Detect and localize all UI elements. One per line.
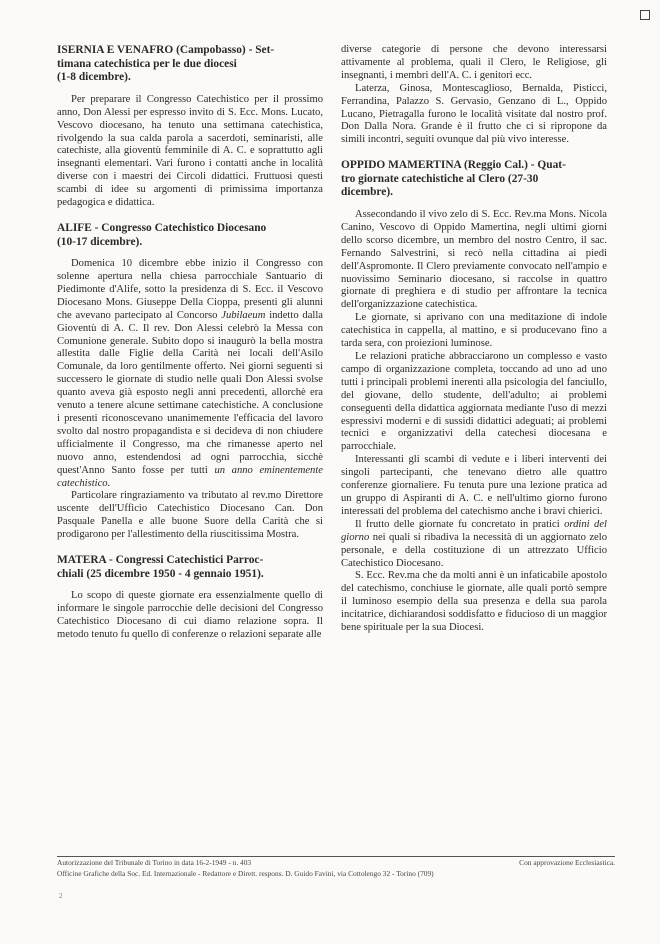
title-line: (1-8 dicembre). (57, 71, 131, 84)
section-title-alife (57, 222, 323, 249)
paragraph: Interessanti gli scambi di vedute e i liberi interventi dei singoli partecipanti, che tenevano dietro alle quattro conferenze giornaliere. Fu tenuta pure una lezione pratica ad un gruppo di Aspiranti di A. C. e nell'ultimo giorno furono interessati del problema del catechismo anche i bravi chierici. (341, 454, 607, 517)
footer-printer: Officine Grafiche della Soc. Ed. Internazionale - Redattore e Dirett. respons. D. Guido Favini, via Cottolengo 32 - Torino (709) (57, 869, 434, 878)
title-line: chiali (25 dicembre 1950 - 4 gennaio 1951). (57, 567, 264, 580)
footer-line-1 (57, 858, 615, 868)
paragraph: Lo scopo di queste giornate era essenzialmente quello di informare le singole parrocchie delle decisioni del Congresso Catechistico Diocesano di cui diamo relazione sopra. Il metodo tenuto fu quello di conferenze o relazioni separate alle (57, 590, 323, 640)
section-title-matera (57, 554, 323, 581)
paragraph: Per preparare il Congresso Catechistico per il prossimo anno, Don Alessi per espresso invito di S. Ecc. Mons. Lucato, Vescovo diocesano, ha tenuto una settimana catechistica, rivolgendo la sua calda parola a sacerdoti, seminaristi, alle catechiste, alla gioventù femminile di A. C. e soprattutto agli insegnanti elementari. Vari furono i contatti anche in località diverse con i maestri dei Circoli didattici. Fruttuosi questi scambi di idee su argomenti di primissima importanza pedagogica e didattica. (57, 93, 323, 209)
title-line: dicembre). (341, 186, 393, 199)
text-run: nei quali si ribadiva la necessità di un aggiornato zelo personale, e della costituzione di un attrezzato Ufficio Catechistico Diocesano. (341, 531, 607, 569)
paragraph: Assecondando il vivo zelo di S. Ecc. Rev.ma Mons. Nicola Canino, Vescovo di Oppido Mamertina, negli ultimi giorni dello scorso dicembre, un membro del nostro Centro, il sac. Fernando Salvestrini, si recò nella cittadina ai piedi dell'Aspromonte. Il Clero previamente convocato nell'ampio e nuovissimo Seminario diocesano, si raccolse in quattro giornate di preghiera e di studio per affrontare la tecnica dell'organizzazione catechistica. (341, 209, 607, 311)
text-run: Il frutto delle giornate fu concretato in pratici (355, 518, 560, 530)
footer-line-2 (57, 869, 615, 879)
title-line: timana catechistica per le due diocesi (57, 57, 237, 70)
paragraph (341, 519, 607, 571)
title-line: OPPIDO MAMERTINA (Reggio Cal.) - Quat- (341, 159, 566, 172)
footer-authorization: Autorizzazione del Tribunale di Torino in data 16-2-1949 - n. 403 (57, 858, 252, 867)
section-title-isernia (57, 44, 323, 85)
footer-rule (57, 856, 615, 857)
footer-approval: Con approvazione Ecclesiastica. (519, 858, 615, 867)
title-line: (10-17 dicembre). (57, 235, 143, 248)
title-line: ALIFE - Congresso Catechistico Diocesano (57, 221, 267, 234)
paragraph: Laterza, Ginosa, Montescaglioso, Bernalda, Pisticci, Ferrandina, Palazzo S. Gervasio, Genzano di L., Oppido Lucano, Pietragalla furono le località visitate dal nostro prof. Don Dalla Nora. Grande è il frutto che ci si ripropone da simili incontri, seguiti ovunque dal più vivo interesse. (341, 82, 607, 146)
title-line: ISERNIA E VENAFRO (Campobasso) - Set- (57, 44, 275, 56)
paragraph: Le giornate, si aprivano con una meditazione di indole catechistica in cappella, al mattino, e si producevano fino a tarda sera, con proiezioni luminose. (341, 312, 607, 350)
paragraph: Le relazioni pratiche abbracciarono un complesso e vasto campo di organizzazione completa, toccando ad uno ad uno tutti i principali problemi inerenti alla psicologia del fanciullo, del giovane, dello studente, dell'adulto; ai problemi conseguenti della didattica aggiornata mediante l'uso di mezzi espressivi moderni e di sussidi didattici adeguati; ai problemi tecnici e organizzativi della catechesi diocesana e parrocchiale. (341, 351, 607, 453)
italic-text: un anno eminentemente catechistico. (57, 464, 323, 489)
right-column (341, 44, 607, 635)
italic-text: ordini del giorno (341, 518, 607, 543)
paragraph: S. Ecc. Rev.ma che da molti anni è un infaticabile apostolo del catechismo, conchiuse le giornate, alle quali portò sempre il luminoso esempio della sua presenza e della sua parola incitatrice, dichiarandosi soddisfatto e fiducioso di un maggior bene spirituale per la sua Diocesi. (341, 570, 607, 634)
paragraph (57, 258, 323, 490)
left-column (57, 44, 323, 642)
title-line: MATERA - Congressi Catechistici Parroc- (57, 554, 264, 567)
text-run: indetto dalla Gioventù di A. C. Il rev. Don Alessi celebrò la Messa con Comunione generale. Subito dopo si inaugurò la bella mostra allestita dalle Figlie della Carità nei locali dell'Asilo Comunale, da loro gentilmente offerto. Nei giorni seguenti si successero le giornate di studio nelle quali Don Alessi svolse quanto aveva già esposto negli anni precedenti, allorchè era venuto a tenere alcune settimane catechistiche. A conclusione i presenti riconoscevano unanimemente l'efficacia del lavoro svolto dal nostro propagandista e si decideva di non chiudere ufficialmente il Congresso, ma che rimanesse aperto nel nuovo anno, estendendosi ad ogni parrocchia, sicchè quest'Anno Santo fosse per tutti (57, 309, 323, 476)
crop-mark (640, 10, 650, 20)
italic-text: Jubilaeum (221, 309, 266, 321)
paragraph: Particolare ringraziamento va tributato al rev.mo Direttore uscente dell'Ufficio Catechistico Diocesano Can. Don Pasquale Panella e alle buone Suore della Carità che si prodigarono per l'allestimento della riuscitissima Mostra. (57, 490, 323, 541)
paragraph-continued: diverse categorie di persone che devono interessarsi attivamente al problema, quali il Clero, le Religiose, gli insegnanti, i membri dell'A. C. i genitori ecc. (341, 44, 607, 81)
text-run: Domenica 10 dicembre ebbe inizio il Congresso con solenne apertura nella chiesa parrocchiale Santuario di Piedimonte d'Alife, sotto la presidenza di S. Ecc. il Vescovo Diocesano Mons. Giuseppe Della Cioppa, presenti gli alunni che avevano partecipato al Concorso (57, 258, 323, 321)
section-title-oppido (341, 159, 607, 200)
title-line: tro giornate catechistiche al Clero (27-30 (341, 172, 539, 185)
page-number: 2 (59, 892, 63, 900)
